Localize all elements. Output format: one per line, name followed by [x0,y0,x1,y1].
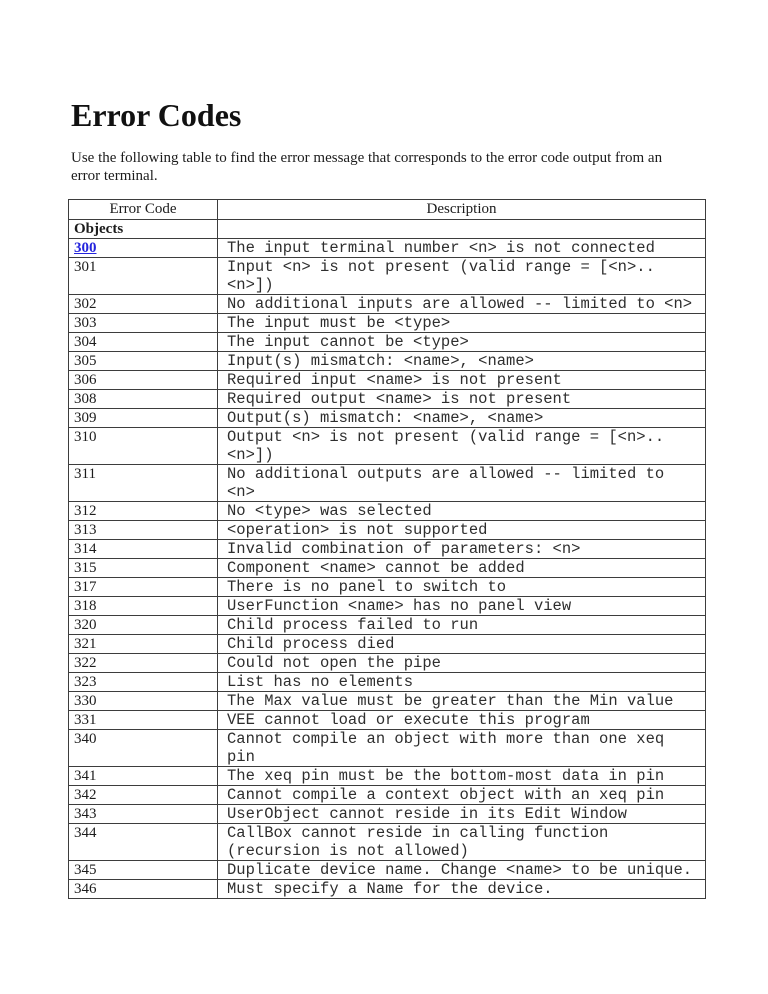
error-code-cell: 306 [69,371,218,390]
table-row [69,220,706,239]
error-code-cell: 343 [69,805,218,824]
description-cell: The input terminal number <n> is not connected [218,239,706,258]
table-row [69,880,706,899]
table-row [69,333,706,352]
error-code-cell: 322 [69,654,218,673]
table-row [69,616,706,635]
error-code-cell: 321 [69,635,218,654]
table-row [69,239,706,258]
error-code-cell: 341 [69,767,218,786]
table-row [69,540,706,559]
error-code-cell [69,239,218,258]
description-cell: Output <n> is not present (valid range = [<n>..<n>]) [218,428,706,465]
error-code-link[interactable]: 300 [74,240,97,256]
table-row [69,711,706,730]
error-code-cell: 301 [69,258,218,295]
table-row [69,597,706,616]
table-row [69,692,706,711]
table-row [69,824,706,861]
table-row [69,409,706,428]
error-code-cell: 318 [69,597,218,616]
error-code-cell: 314 [69,540,218,559]
description-cell: UserFunction <name> has no panel view [218,597,706,616]
intro-line-1: Use the following table to find the error message that corresponds to the error code output from an [71,150,663,166]
page-title: Error Codes [71,97,242,133]
table-row [69,390,706,409]
table-row [69,465,706,502]
description-cell: VEE cannot load or execute this program [218,711,706,730]
error-codes-table [68,199,706,899]
error-code-cell: 310 [69,428,218,465]
description-cell: The xeq pin must be the bottom-most data in pin [218,767,706,786]
table-row [69,371,706,390]
table-row [69,258,706,295]
description-cell: Required input <name> is not present [218,371,706,390]
table-row [69,635,706,654]
table-row [69,730,706,767]
table-body [69,220,706,899]
description-cell: Input(s) mismatch: <name>, <name> [218,352,706,371]
description-cell: Child process failed to run [218,616,706,635]
error-code-cell: 317 [69,578,218,597]
table-row [69,559,706,578]
error-code-cell: 315 [69,559,218,578]
description-cell: Input <n> is not present (valid range = [<n>..<n>]) [218,258,706,295]
description-cell: The input cannot be <type> [218,333,706,352]
description-cell: The input must be <type> [218,314,706,333]
error-code-cell: 342 [69,786,218,805]
table-row [69,861,706,880]
description-cell [218,220,706,239]
table-header-row [69,200,706,220]
table-row [69,786,706,805]
table-row [69,314,706,333]
table-row [69,578,706,597]
description-cell: Could not open the pipe [218,654,706,673]
error-code-cell: 346 [69,880,218,899]
error-code-cell: 344 [69,824,218,861]
table-row [69,502,706,521]
description-cell: No additional outputs are allowed -- limited to <n> [218,465,706,502]
table-row [69,673,706,692]
description-cell: There is no panel to switch to [218,578,706,597]
description-cell: Must specify a Name for the device. [218,880,706,899]
intro-line-2: error terminal. [71,168,158,184]
error-code-cell: 340 [69,730,218,767]
error-code-cell: 312 [69,502,218,521]
description-cell: The Max value must be greater than the Min value [218,692,706,711]
error-code-cell: 345 [69,861,218,880]
table-row [69,352,706,371]
intro-paragraph [71,149,711,185]
error-code-cell: 313 [69,521,218,540]
error-code-cell: 305 [69,352,218,371]
description-cell: No <type> was selected [218,502,706,521]
col-header-description: Description [218,200,706,220]
error-code-cell: 308 [69,390,218,409]
description-cell: CallBox cannot reside in calling function (recursion is not allowed) [218,824,706,861]
error-code-cell: 320 [69,616,218,635]
error-code-cell: 303 [69,314,218,333]
description-cell: <operation> is not supported [218,521,706,540]
description-cell: Cannot compile an object with more than one xeq pin [218,730,706,767]
description-cell: Required output <name> is not present [218,390,706,409]
description-cell: UserObject cannot reside in its Edit Window [218,805,706,824]
table-row [69,767,706,786]
description-cell: Child process died [218,635,706,654]
error-code-cell: 311 [69,465,218,502]
description-cell: Duplicate device name. Change <name> to be unique. [218,861,706,880]
table-row [69,295,706,314]
error-code-cell: 330 [69,692,218,711]
description-cell: Invalid combination of parameters: <n> [218,540,706,559]
error-code-cell: 331 [69,711,218,730]
table-row [69,654,706,673]
section-label-cell: Objects [69,220,218,239]
description-cell: Cannot compile a context object with an xeq pin [218,786,706,805]
description-cell: No additional inputs are allowed -- limited to <n> [218,295,706,314]
error-code-cell: 323 [69,673,218,692]
table-row [69,521,706,540]
error-code-cell: 309 [69,409,218,428]
col-header-error-code: Error Code [69,200,218,220]
error-code-cell: 304 [69,333,218,352]
error-code-cell: 302 [69,295,218,314]
description-cell: Component <name> cannot be added [218,559,706,578]
table-row [69,428,706,465]
description-cell: List has no elements [218,673,706,692]
table-row [69,805,706,824]
description-cell: Output(s) mismatch: <name>, <name> [218,409,706,428]
